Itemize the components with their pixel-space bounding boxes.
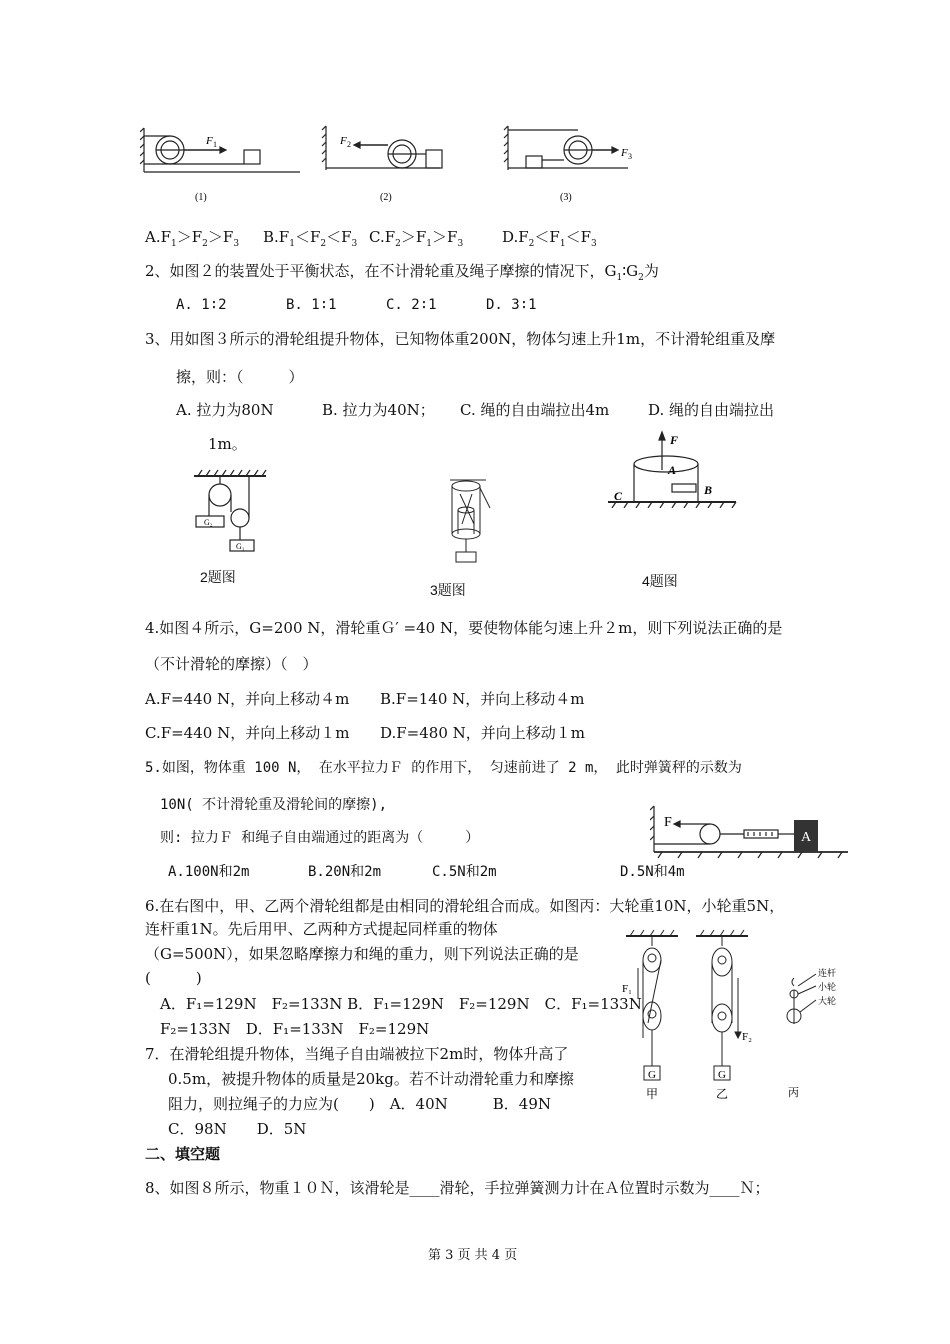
q3-option-b: B. 拉力为40N； [322, 401, 435, 419]
label-f3-sub: 3 [628, 152, 632, 161]
q3-option-d: D. 绳的自由端拉出 [648, 401, 775, 419]
q5-option-d: D.5N和4m [620, 864, 685, 880]
figure-4 [604, 428, 744, 508]
pulley-figure-1 [140, 128, 300, 172]
fig4-caption: 4题图 [642, 573, 678, 589]
pulley-figure-2 [322, 126, 442, 170]
figure-3 [440, 476, 500, 576]
figure-pulleys-1-2-3 [140, 120, 640, 205]
q6-line6: F₂=133N D．F₁=133N F₂=129N [160, 1020, 430, 1038]
q5-option-c: C.5N和2m [432, 864, 497, 880]
q6-line1: 6.在右图中，甲、乙两个滑轮组都是由相同的滑轮组合而成。如图丙：大轮重10N，小轮重5N， [145, 897, 785, 915]
q5-fig-a: A [801, 830, 812, 845]
q6-fig-f1: F₁ [622, 983, 632, 995]
q5-fig-f: F [664, 815, 672, 830]
q2-option-b: B. 1∶1 [286, 297, 337, 313]
q6-fig-dalun: 大轮 [818, 996, 837, 1006]
fig4-b: B [704, 483, 713, 497]
q1-option-c: $C.F_2>F_1>F_3$ [369, 228, 464, 249]
q4-option-b: B.F=140 N，并向上移动４m [380, 690, 585, 708]
q6-line4: ( ) [145, 969, 202, 987]
label-f2-sub: 2 [347, 140, 351, 149]
fig3-caption: 3题图 [430, 582, 466, 598]
pulley-figure-3 [504, 126, 628, 170]
q6-fig-g-yi: G [718, 1069, 726, 1081]
q5-option-a: A.100N和2m [168, 864, 250, 880]
q4-option-a: A.F=440 N，并向上移动４m [145, 690, 350, 708]
q7-line1: 7．在滑轮组提升物体，当绳子自由端被拉下2m时，物体升高了 [145, 1045, 569, 1063]
page-footer: 第 3 页 共 4 页 [428, 1248, 518, 1263]
fig4-c: C [614, 489, 623, 503]
q7-line2: 0.5m，被提升物体的质量是20kg。若不计动滑轮重力和摩擦 [168, 1070, 574, 1088]
q6-fig-jia: 甲 [646, 1087, 659, 1101]
figure-q5 [650, 800, 850, 862]
label-f1: F [206, 135, 213, 147]
q6-line3: （G=500N），如果忽略摩擦力和绳的重力，则下列说法正确的是 [145, 945, 579, 963]
caption-1: (1) [195, 192, 207, 203]
figure-2 [190, 468, 280, 558]
figure-q6 [618, 928, 850, 1108]
section-title-fill-in: 二、填空题 [145, 1145, 221, 1163]
q6-fig-f2: F₂ [742, 1031, 752, 1043]
q7-line4: C．98N D．5N [168, 1120, 307, 1138]
q2-stem: 2、如图２的装置处于平衡状态，在不计滑轮重及绳子摩擦的情况下，$G_1∶G_2$为 [145, 262, 659, 283]
q8-line1: 8、如图８所示，物重１０Ｎ，该滑轮是____滑轮，手拉弹簧测力计在Ａ位置时示数为____Ｎ； [145, 1179, 770, 1197]
fig4-f: F [670, 433, 679, 447]
q1-option-d: $D.F_2<F_1<F_3$ [502, 228, 597, 249]
q5-line1: 5.如图，物体重 100 N， 在水平拉力Ｆ 的作用下， 匀速前进了 2 m， 此时弹簧秤的示数为 [145, 760, 742, 776]
fig2-caption: 2题图 [200, 569, 236, 585]
label-f1-sub: 1 [213, 140, 217, 149]
fig2-g1: G₁ [236, 542, 245, 551]
label-f2: F [340, 135, 347, 147]
q2-option-c: C. 2∶1 [386, 297, 437, 313]
q4-option-d: D.F=480 N，并向上移动１m [380, 724, 585, 742]
q7-line3: 阻力，则拉绳子的力应为( ) A．40N B．49N [168, 1095, 551, 1113]
q5-option-b: B.20N和2m [308, 864, 382, 880]
fig4-a: A [668, 463, 677, 477]
q6-line2: 连杆重1N。先后用甲、乙两种方式提起同样重的物体 [145, 920, 498, 938]
q6-line5: A．F₁=129N F₂=133N B．F₁=129N F₂=129N C．F₁=133N [160, 995, 642, 1013]
fig2-g2: G₂ [204, 518, 213, 527]
q3-option-c: C. 绳的自由端拉出4m [460, 401, 610, 419]
q5-line3: 则: 拉力Ｆ 和绳子自由端通过的距离为（ ） [160, 830, 480, 846]
q4-option-c: C.F=440 N，并向上移动１m [145, 724, 350, 742]
q2-option-a: A. 1∶2 [176, 297, 227, 313]
q3-option-a: A. 拉力为80N [176, 401, 274, 419]
q4-line2: （不计滑轮的摩擦）（ ） [145, 655, 318, 673]
label-f3: F [621, 147, 628, 159]
q4-line1: 4.如图４所示，G=200 N，滑轮重Ｇ′ =40 N，要使物体能匀速上升２m，则下列说法正确的是 [145, 619, 783, 637]
q1-option-a: $A.F_1>F_2>F_3$ [145, 228, 240, 249]
q6-fig-xiaolun: 小轮 [818, 982, 837, 992]
q6-fig-g-jia: G [648, 1069, 656, 1081]
q5-line2: 10N( 不计滑轮重及滑轮间的摩擦), [160, 797, 388, 813]
q6-fig-liangan: 连杆 [818, 968, 837, 978]
caption-2: (2) [380, 192, 392, 203]
q3-line2: 擦，则：（ ） [176, 368, 304, 386]
q3-line1: 3、用如图３所示的滑轮组提升物体，已知物体重200N，物体匀速上升1m，不计滑轮组重及摩 [145, 330, 776, 348]
q2-option-d: D. 3∶1 [486, 297, 537, 313]
q3-line4: 1m。 [208, 435, 247, 453]
q6-fig-yi: 乙 [716, 1087, 729, 1101]
q1-option-b: $B.F_1<F_2<F_3$ [263, 228, 358, 249]
caption-3: (3) [560, 192, 572, 203]
q6-fig-bing: 丙 [788, 1087, 799, 1099]
